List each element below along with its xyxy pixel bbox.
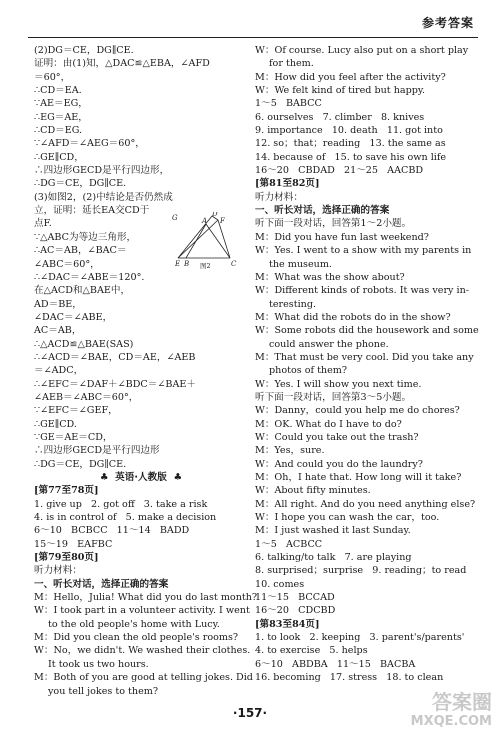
- fig-label-a: A: [202, 217, 208, 225]
- right-column-line: [第81至82页]: [255, 178, 320, 190]
- right-column-line: M：OK. What do I have to do?: [255, 418, 402, 430]
- right-column-line: W：Some robots did the housework and some: [255, 325, 479, 337]
- watermark-logo: [411, 692, 492, 732]
- left-column-line: to the old people's home with Lucy.: [48, 618, 220, 630]
- left-column: [34, 44, 258, 698]
- right-column-line: 16～20 CDCBD: [255, 605, 336, 617]
- fig-label-f: F: [220, 217, 225, 225]
- right-column-line: 听力材料：: [255, 191, 303, 203]
- right-column-line: 6～10 ABDBA 11～15 BACBA: [255, 658, 416, 670]
- right-column-line: W：Danny，could you help me do chores?: [255, 405, 460, 417]
- left-column-line: ∵∠EFC＝∠GEF，: [34, 405, 118, 417]
- right-column-line: 听下面一段对话，回答第1～2小题。: [255, 218, 412, 230]
- fig-label-c: C: [231, 260, 237, 268]
- right-column-line: 9. importance 10. death 11. got into: [255, 125, 443, 137]
- right-column-line: 听下面一段对话，回答第3～5小题。: [255, 391, 412, 403]
- watermark-text: 答案圈: [432, 690, 492, 714]
- right-column-line: photos of them?: [269, 365, 348, 377]
- left-column-line: [第79至80页]: [34, 552, 99, 564]
- left-column-line: ∴DG＝CE，DG∥CE.: [34, 458, 127, 470]
- left-column-line: 4. is in control of 5. make a decision: [34, 512, 217, 524]
- right-column-line: 6. ourselves 7. climber 8. knives: [255, 111, 425, 123]
- right-column-line: 16～20 CBDAD 21～25 AACBD: [255, 165, 424, 177]
- right-column-line: [第83至84页]: [255, 618, 320, 630]
- right-column-line: 4. to exercise 5. helps: [255, 645, 368, 657]
- right-column-line: W：Could you take out the trash?: [255, 431, 419, 443]
- right-column-line: M：Did you have fun last weekend?: [255, 231, 429, 243]
- right-column-line: teresting.: [269, 298, 317, 310]
- right-column-line: 12. so；that；reading 13. the same as: [255, 138, 446, 150]
- left-column-line: ♣ 英语·人教版 ♣: [99, 472, 183, 483]
- left-column-line: W：No，we didn't. We washed their clothes.: [34, 645, 251, 657]
- right-column-line: M：Oh，I hate that. How long will it take?: [255, 472, 462, 483]
- left-column-line: ∴AC＝AB，∠BAC＝: [34, 245, 127, 257]
- left-column-line: AD＝BE，: [34, 298, 82, 310]
- right-column-line: M：Yes，sure.: [255, 445, 325, 457]
- right-column-line: 1～5 ACBCC: [255, 538, 323, 550]
- left-column-line: 6～10 BCBCC 11～14 BADD: [34, 525, 190, 537]
- left-column-line: ∵∠AFD＝∠AEG＝60°，: [34, 138, 145, 150]
- left-column-line: 点F.: [34, 218, 52, 230]
- fig-label-e: E: [175, 260, 181, 268]
- left-column-line: AC＝AB，: [34, 325, 82, 337]
- right-column-line: W：I hope you can wash the car，too.: [255, 512, 440, 524]
- header-rule: [28, 37, 478, 38]
- right-column-line: W：About fifty minutes.: [255, 485, 371, 497]
- left-column-line: 立，证明：延长EA交CD于: [34, 205, 150, 217]
- left-column-line: ∵△ABC为等边三角形，: [34, 231, 137, 243]
- right-column-line: 16. becoming 17. stress 18. to clean: [255, 672, 444, 684]
- left-column-line: M：Both of you are good at telling jokes. Did: [34, 672, 253, 684]
- right-column-line: 一、听长对话，选择正确的答案: [255, 205, 390, 217]
- right-column-line: for them.: [269, 58, 314, 70]
- right-column-line: 1～5 BABCC: [255, 98, 322, 110]
- figure-caption: 图2: [200, 262, 211, 270]
- left-column-line: ∴DG＝CE，DG∥CE.: [34, 178, 127, 190]
- left-column-line: ∠DAC＝∠ABE，: [34, 311, 113, 323]
- left-column-line: ∴CD＝EA.: [34, 85, 82, 97]
- right-column-line: M：All right. And do you need anything else?: [255, 498, 476, 510]
- page-header: 参考答案: [421, 16, 474, 30]
- left-column-line: W：I took part in a volunteer activity. I went: [34, 605, 250, 617]
- left-column-line: ∵GE＝AE＝CD，: [34, 431, 113, 443]
- left-column-line: [第77至78页]: [34, 485, 99, 497]
- left-column-line: 在△ACD和△BAE中，: [34, 285, 131, 297]
- fig-label-b: B: [184, 260, 190, 268]
- right-column-line: M：That must be very cool. Did you take any: [255, 351, 474, 363]
- right-column-line: M：How did you feel after the activity?: [255, 71, 446, 83]
- right-column-line: W：Yes. I will show you next time.: [255, 378, 422, 390]
- left-column-line: ∴四边形GECD是平行四边形: [34, 445, 160, 457]
- left-column-line: ∴∠EFC＝∠DAF＋∠BDC＝∠BAE＋: [34, 378, 196, 390]
- right-column-line: the museum.: [269, 258, 332, 270]
- right-column-line: 14. because of 15. to save his own life: [255, 151, 447, 163]
- left-column-line: ∴△ACD≌△BAE(SAS): [34, 338, 134, 350]
- right-column-line: 6. talking/to talk 7. are playing: [255, 552, 412, 564]
- watermark-url: MXQE.COM: [410, 714, 492, 729]
- left-column-line: 15～19 EAFBC: [34, 538, 113, 550]
- right-column-line: M：What was the show about?: [255, 271, 405, 283]
- right-column-line: W：And could you do the laundry?: [255, 458, 423, 470]
- right-column-line: M：What did the robots do in the show?: [255, 311, 451, 323]
- fig-label-g: G: [172, 214, 178, 222]
- left-column-line: ∴∠DAC＝∠ABE＝120°.: [34, 271, 145, 283]
- left-column-line: ∵AE＝EG，: [34, 98, 88, 110]
- left-column-line: ∴四边形GECD是平行四边形，: [34, 165, 170, 177]
- right-column-line: W：We felt kind of tired but happy.: [255, 85, 426, 97]
- right-column-line: W：Of course. Lucy also put on a short play: [255, 45, 469, 56]
- right-column-line: 1. to look 2. keeping 3. parent's/parents': [255, 632, 465, 644]
- left-column-line: ＝∠ADC，: [34, 365, 84, 377]
- left-column-line: ∠AEB＝∠ABC＝60°，: [34, 391, 139, 403]
- left-column-line: ＝60°，: [34, 71, 71, 83]
- fig-label-d: D: [212, 212, 218, 218]
- left-column-line: (2)DG＝CE，DG∥CE.: [34, 45, 134, 56]
- right-column: [255, 44, 485, 685]
- right-column-line: could answer the phone.: [269, 338, 389, 350]
- right-column-line: M：I just washed it last Sunday.: [255, 525, 411, 537]
- page-number: ·157·: [232, 706, 268, 720]
- left-column-line: It took us two hours.: [48, 658, 149, 670]
- left-column-line: 1. give up 2. got off 3. take a risk: [34, 498, 208, 510]
- right-column-line: W：Yes. I went to a show with my parents in: [255, 245, 472, 257]
- left-column-line: ∴EG＝AE，: [34, 111, 88, 123]
- left-column-line: (3)如图2，(2)中结论是否仍然成: [34, 191, 173, 203]
- left-column-line: ∴∠ACD＝∠BAE，CD＝AE，∠AEB: [34, 351, 196, 363]
- left-column-line: 一、听长对话，选择正确的答案: [34, 578, 169, 590]
- geometry-figure: [172, 212, 242, 270]
- left-column-line: ∠ABC＝60°，: [34, 258, 100, 270]
- left-column-line: 证明：由(1)知，△DAC≌△EBA，∠AFD: [34, 58, 210, 70]
- right-column-line: 11～15 BCCAD: [255, 592, 335, 604]
- left-column-line: ∴CD＝EG.: [34, 125, 83, 137]
- right-column-line: 10. comes: [255, 578, 305, 590]
- left-column-line: you tell jokes to them?: [48, 685, 158, 697]
- left-column-line: 听力材料：: [34, 565, 82, 577]
- left-column-line: ∴GE∥CD.: [34, 418, 77, 430]
- right-column-line: 8. surprised；surprise 9. reading；to read: [255, 565, 467, 577]
- left-column-line: ∴GE∥CD，: [34, 151, 84, 163]
- left-column-line: M：Hello，Julia! What did you do last month?: [34, 592, 258, 604]
- left-column-line: M：Did you clean the old people's rooms?: [34, 632, 239, 644]
- right-column-line: W：Different kinds of robots. It was very in-: [255, 285, 470, 297]
